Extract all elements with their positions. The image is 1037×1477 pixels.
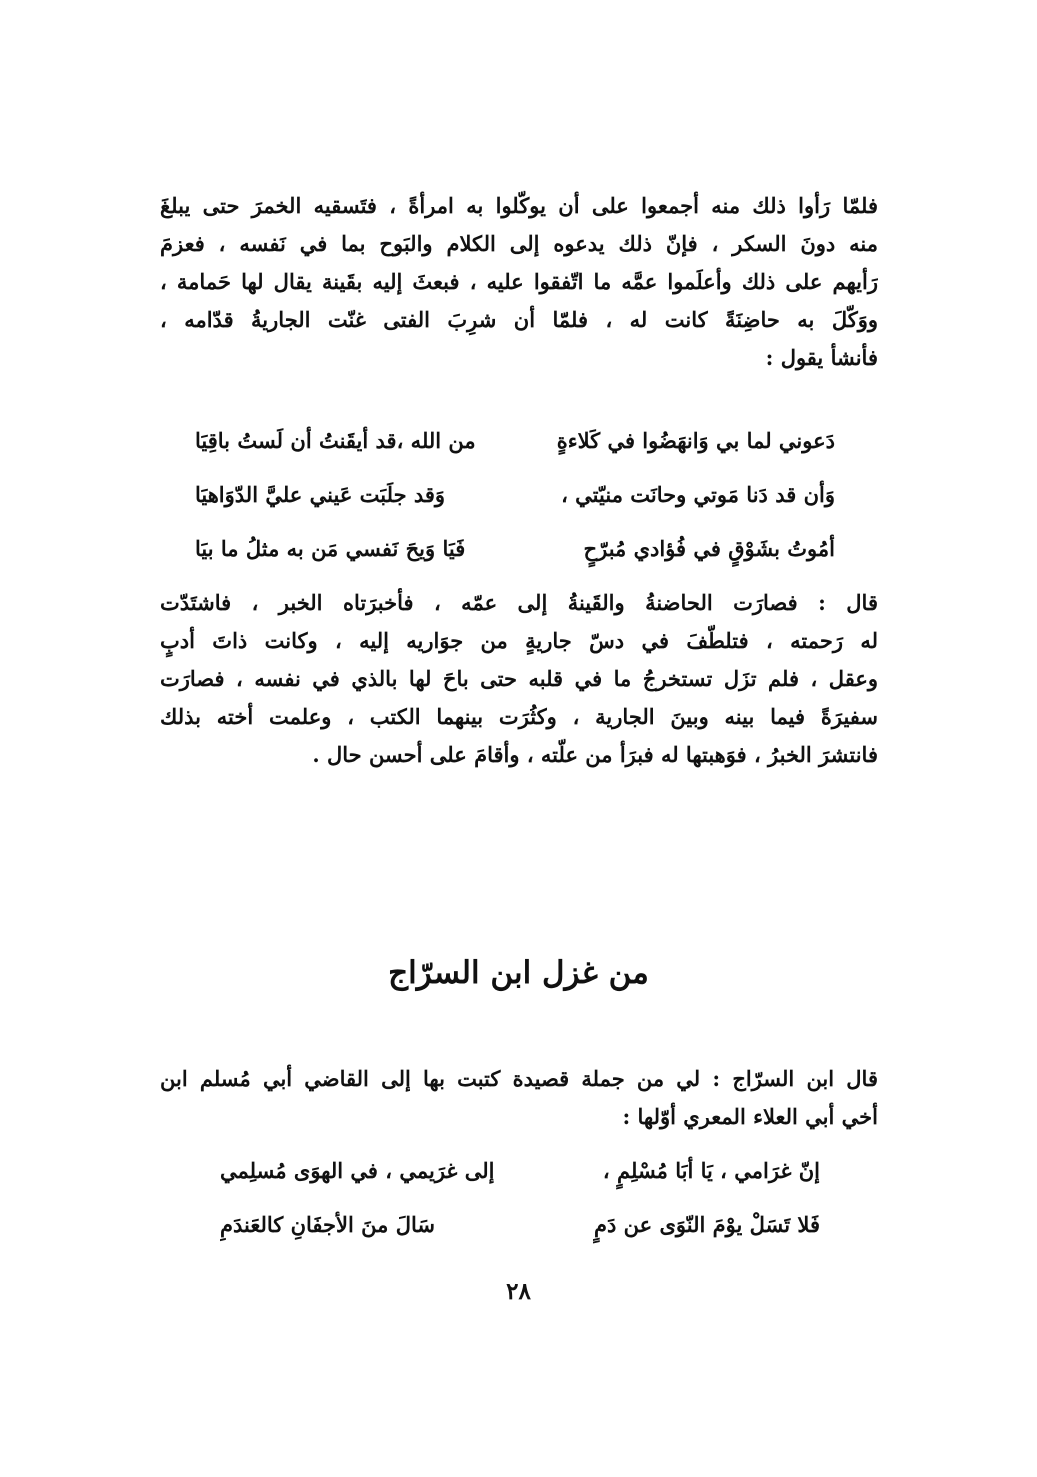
text-line: قال : فصارَت الحاضنةُ والقَينةُ إلى عمّه ، فأخبرَتاه الخبر ، فاشتَدّت xyxy=(160,590,878,615)
second-hemistich: من الله ،قد أيقَنتُ أن لَستُ باقِيَا xyxy=(195,428,476,453)
verse-line xyxy=(220,1198,820,1252)
page-number: ٢٨ xyxy=(506,1278,531,1305)
paragraph-3 xyxy=(160,1060,878,1136)
paragraph-2 xyxy=(160,584,878,774)
text-line: ووَكّلَ به حاضِنَةً كانت له ، فلمّا أن شرِبَ الفتى غنّت الجاريةُ قدّامه ، xyxy=(160,307,878,332)
poem-2 xyxy=(220,1144,820,1252)
first-hemistich: دَعوني لما بي وَانهَضُوا في كَلاءةٍ xyxy=(556,428,835,453)
second-hemistich: فَيَا وَيحَ نَفسي مَن به مثلُ ما بيَا xyxy=(195,536,466,561)
first-hemistich: فَلا تَسَلْ يوْمَ النّوَى عن دَمٍ xyxy=(593,1212,820,1237)
text-line: أخي أبي العلاء المعري أوّلها : xyxy=(622,1104,878,1129)
poem-1 xyxy=(195,414,835,576)
verse-line xyxy=(195,468,835,522)
paragraph-1 xyxy=(160,187,878,377)
second-hemistich: وَقد جلَبَت عَيني عليَّ الدّوَاهيَا xyxy=(195,482,446,507)
first-hemistich: وَأن قد دَنا مَوتي وحانَت منيّتي ، xyxy=(561,482,835,507)
second-hemistich: سَالَ منَ الأجفَانِ كالعَندَمِ xyxy=(220,1212,435,1237)
verse-line xyxy=(195,522,835,576)
first-hemistich: أمُوتُ بشَوْقٍ في فُؤادي مُبرّحٍ xyxy=(583,536,835,561)
verse-line xyxy=(220,1144,820,1198)
text-line: قال ابن السرّاج : لي من جملة قصيدة كتبت بها إلى القاضي أبي مُسلم ابن xyxy=(160,1066,878,1091)
text-line: منه دونَ السكر ، فإنّ ذلك يدعوه إلى الكلام والبَوح بما في نَفسه ، فعزمَ xyxy=(160,231,878,256)
text-line: سفيرَةً فيما بينه وبينَ الجارية ، وكثُرَت بينهما الكتب ، وعلمت أخته بذلك xyxy=(160,704,878,729)
verse-line xyxy=(195,414,835,468)
section-title: من غزل ابن السرّاج xyxy=(388,955,649,991)
text-line: فانتشرَ الخبرُ ، فوَهبتها له فبرَأ من علّته ، وأقامَ على أحسن حال . xyxy=(312,742,878,767)
text-line: فلمّا رَأوا ذلك منه أجمعوا على أن يوكّلوا به امرأةً ، فتَسقيه الخمرَ حتى يبلغَ xyxy=(160,193,878,218)
text-line: فأنشأ يقول : xyxy=(765,345,878,370)
text-line: رَأيهم على ذلك وأعلَموا عمَّه ما اتّفقوا عليه ، فبعثَ إليه بقَينة يقال لها حَمامة ، xyxy=(160,269,878,294)
text-line: وعقل ، فلم تزَل تستخرجُ ما في قلبه حتى باحَ لها بالذي في نفسه ، فصارَت xyxy=(160,666,878,691)
text-line: له رَحمته ، فتلطّفَ في دسّ جاريةٍ من جوَاريه إليه ، وكانت ذاتَ أدبٍ xyxy=(160,628,878,653)
first-hemistich: إنّ غرَامي ، يَا أبَا مُسْلِمٍ ، xyxy=(602,1158,820,1183)
second-hemistich: إلى غرَيمي ، في الهوَى مُسلِمي xyxy=(220,1158,495,1183)
